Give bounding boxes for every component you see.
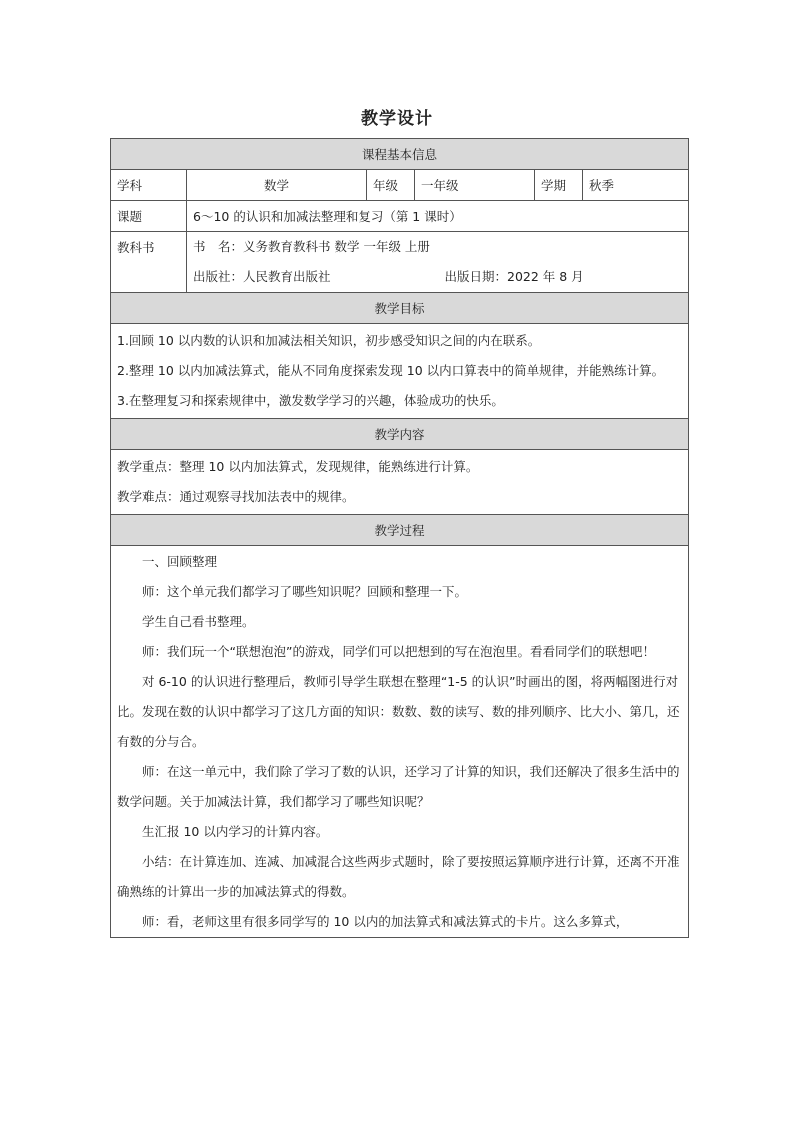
grade-label: 年级: [367, 170, 415, 201]
textbook-publisher-row: [193, 262, 682, 292]
process-paragraph: 小结：在计算连加、连减、加减混合这些两步式题时，除了要按照运算顺序进行计算，还离不开准确熟练的计算出一步的加减法算式的得数。: [117, 854, 680, 899]
process-paragraph: 师：看，老师这里有很多同学写的 10 以内的加法算式和减法算式的卡片。这么多算式，: [142, 914, 629, 929]
objective-item: 1.回顾 10 以内数的认识和加减法相关知识，初步感受知识之间的内在联系。: [117, 333, 541, 348]
key-point: 教学重点：整理 10 以内加法算式，发现规律，能熟练进行计算。: [117, 459, 479, 474]
objective-item: 2.整理 10 以内加减法算式，能从不同角度探索发现 10 以内口算表中的简单规律，并能熟练计算。: [117, 363, 665, 378]
textbook-publisher: 出版社：人民教育出版社: [193, 269, 331, 284]
process-paragraph: 学生自己看书整理。: [142, 614, 255, 629]
document-title: 教学设计: [361, 109, 433, 129]
section-header-content: 教学内容: [111, 419, 689, 450]
topic-label: 课题: [111, 201, 187, 232]
objective-item: 3.在整理复习和探索规律中，激发数学学习的兴趣，体验成功的快乐。: [117, 393, 504, 408]
process-paragraph: 一、回顾整理: [142, 554, 218, 569]
subject-value: 数学: [187, 170, 367, 201]
textbook-name: 书 名：义务教育教科书 数学 一年级 上册: [193, 239, 430, 254]
section-header-objectives: 教学目标: [111, 293, 689, 324]
section-header-basic-info: 课程基本信息: [111, 139, 689, 170]
term-label: 学期: [535, 170, 583, 201]
process-paragraph: 生汇报 10 以内学习的计算内容。: [142, 824, 329, 839]
textbook-publish-date: 出版日期：2022 年 8 月: [444, 269, 584, 284]
topic-value: 6～10 的认识和加减法整理和复习（第 1 课时）: [187, 201, 689, 232]
process-paragraph: 对 6-10 的认识进行整理后，教师引导学生联想在整理“1-5 的认识”时画出的图，将两幅图进行对比。发现在数的认识中都学习了这几方面的知识：数数、数的读写、数的排列顺序、比大小、第几，还有数的分与合。: [117, 674, 680, 749]
process-paragraph: 师：在这一单元中，我们除了学习了数的认识，还学习了计算的知识，我们还解决了很多生活中的数学问题。关于加减法计算，我们都学习了哪些知识呢？: [117, 764, 680, 809]
textbook-label: 教科书: [111, 232, 187, 293]
term-value: 秋季: [583, 170, 689, 201]
difficulty: 教学难点：通过观察寻找加法表中的规律。: [117, 489, 355, 504]
section-header-process: 教学过程: [111, 515, 689, 546]
process-paragraph: 师：这个单元我们都学习了哪些知识呢？回顾和整理一下。: [142, 584, 468, 599]
process-paragraph: 师：我们玩一个“联想泡泡”的游戏，同学们可以把想到的写在泡泡里。看看同学们的联想吧！: [142, 644, 655, 659]
lesson-plan-table: [110, 138, 689, 938]
grade-value: 一年级: [415, 170, 535, 201]
subject-label: 学科: [111, 170, 187, 201]
